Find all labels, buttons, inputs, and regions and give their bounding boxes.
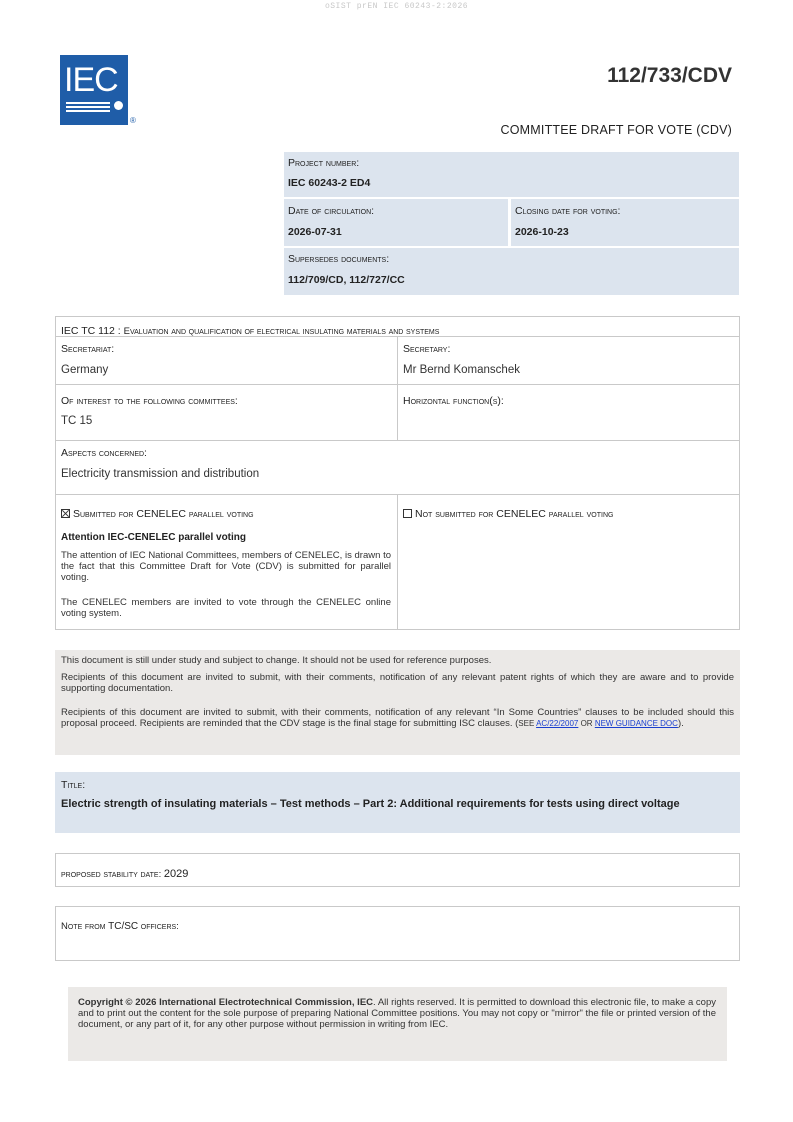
secretary-label: Secretary: (403, 343, 451, 355)
submitted-label-pre: Submitted for (73, 508, 137, 520)
aspects-value: Electricity transmission and distribution (61, 468, 260, 480)
closing-date-value: 2026-10-23 (515, 226, 569, 238)
new-guidance-doc-link[interactable]: NEW GUIDANCE DOC (594, 719, 678, 728)
committee-table (55, 316, 740, 630)
watermark: oSIST prEN IEC 60243-2:2026 (324, 2, 469, 11)
attention-paragraph-1: The attention of IEC National Committees, members of CENELEC, is drawn to the fact that this Committee Draft for Vote (CDV) is submitted for parallel voting. (61, 550, 391, 583)
attention-title: Attention IEC-CENELEC parallel voting (61, 532, 247, 543)
iec-logo-text: IEC (64, 61, 118, 99)
tc-row (56, 317, 739, 337)
secretary-value: Mr Bernd Komanschek (403, 364, 520, 376)
attention-paragraph-2: The CENELEC members are invited to vote through the CENELEC online voting system. (61, 597, 391, 619)
logo-dot (114, 101, 123, 110)
see-label: SEE (518, 719, 537, 728)
copyright-body: . All rights reserved. It is permitted to download this electronic file, to make a copy and to print out the content for the sole purpose of preparing National Committee positions. You may not copy or "mirror" the file or printed version of the document, or any part of it, for any other purpose without permission in writing from IEC. (78, 997, 716, 1030)
copyright-bold: Copyright © 2026 International Electrotechnical Commission, IEC (78, 997, 374, 1008)
notice-box (55, 650, 740, 755)
logo-bar (66, 106, 110, 108)
not-submitted-label-post: parallel voting (545, 508, 614, 520)
supersedes-cell (284, 248, 739, 295)
tc-name: Evaluation and qualification of electrical insulating materials and systems (123, 326, 440, 337)
document-title: Electric strength of insulating materials – Test methods – Part 2: Additional requirements for tests using direct voltage (61, 798, 680, 810)
secretariat-label: Secretariat: (61, 343, 115, 355)
notice-paragraph-3-text: Recipients of this document are invited to submit, with their comments, notification of any relevant “In Some Countries” clauses to be included should this proposal proceed. Recipients are reminded that the CDV stage is the final stage for submitting ISC clauses. ( (61, 707, 734, 729)
circulation-date-label: Date of circulation: (288, 205, 375, 217)
stability-date-label: proposed stability date: (61, 869, 164, 880)
aspects-row (56, 441, 739, 495)
note-label-tc: TC/SC (108, 921, 139, 932)
unchecked-checkbox-icon[interactable] (403, 509, 412, 518)
ac-22-2007-link[interactable]: AC/22/2007 (536, 719, 579, 728)
note-box (55, 906, 740, 961)
closing-date-cell (511, 199, 739, 246)
tc-number: IEC TC 112 : (61, 325, 124, 337)
closing-date-label: Closing date for voting: (515, 205, 621, 217)
title-label: Title: (61, 779, 86, 791)
interest-label: Of interest to the following committees: (61, 395, 238, 407)
copyright-box (68, 987, 727, 1061)
not-submitted-label-cenelec: CENELEC (496, 508, 546, 520)
submitted-label-cenelec: CENELEC (136, 508, 186, 520)
submitted-label-post: parallel voting (186, 508, 254, 520)
logo-bar (66, 102, 110, 104)
registered-mark: ® (130, 116, 136, 125)
notice-paragraph-3 (61, 707, 734, 729)
not-submitted-option[interactable] (403, 504, 733, 522)
logo-bar (66, 110, 110, 112)
notice-paragraph-2: Recipients of this document are invited to submit, with their comments, notification of any relevant patent rights of which they are aware and to provide supporting documentation. (61, 672, 734, 694)
circulation-date-cell (284, 199, 508, 246)
checked-checkbox-icon[interactable] (61, 509, 70, 518)
project-number-cell (284, 152, 739, 197)
supersedes-value: 112/709/CD, 112/727/CC (288, 274, 405, 286)
secretariat-value: Germany (61, 364, 109, 376)
or-label: OR (578, 719, 595, 728)
supersedes-label: Supersedes documents: (288, 253, 390, 265)
document-type: COMMITTEE DRAFT FOR VOTE (CDV) (500, 123, 732, 137)
note-label-pre: Note from (61, 921, 109, 932)
circulation-date-value: 2026-07-31 (288, 226, 342, 238)
notice-paragraph-1: This document is still under study and subject to change. It should not be used for reference purposes. (61, 655, 492, 666)
document-number: 112/733/CDV (607, 64, 732, 87)
notice-end: ). (677, 718, 684, 729)
title-box (55, 772, 740, 833)
column-divider (397, 495, 398, 629)
stability-date-box (55, 853, 740, 887)
aspects-label: Aspects concerned: (61, 447, 147, 459)
note-label-post: officers: (138, 921, 179, 932)
project-number-label: Project number: (288, 157, 360, 169)
submitted-option[interactable] (61, 504, 391, 522)
interest-value: TC 15 (61, 415, 93, 427)
column-divider (397, 337, 398, 440)
stability-date-value: 2029 (163, 868, 189, 880)
not-submitted-label-pre: Not submitted for (415, 508, 497, 520)
horizontal-function-label: Horizontal function(s): (403, 395, 504, 407)
copyright-text (78, 997, 716, 1030)
project-number-value: IEC 60243-2 ED4 (288, 177, 371, 189)
